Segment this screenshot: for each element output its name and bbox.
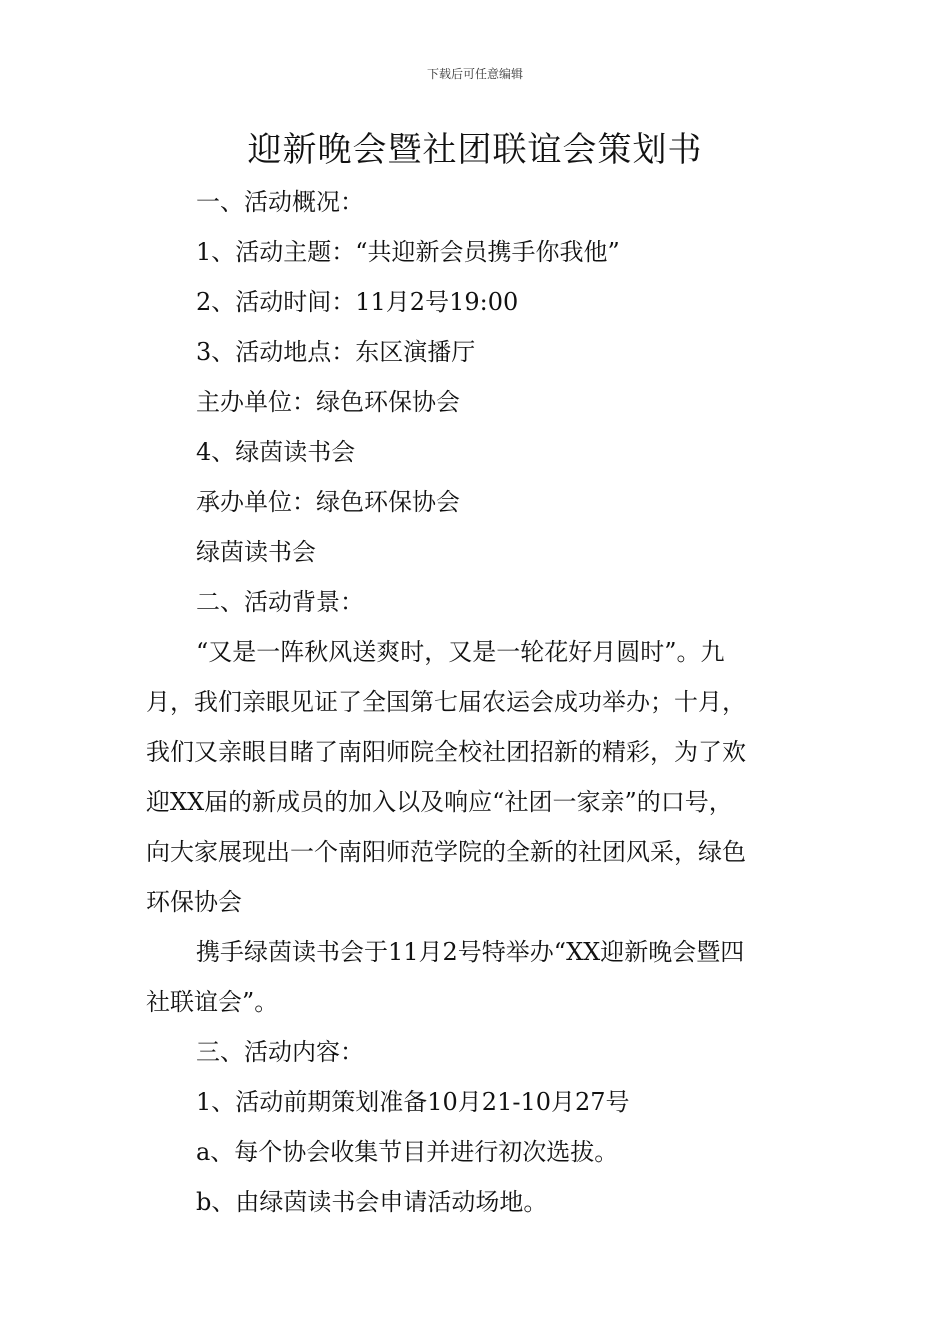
background-paragraph-2-line: 携手绿茵读书会于11月2号特举办“XX迎新晚会暨四 [196, 938, 745, 966]
content-item-1-line: 1、活动前期策划准备10月21-10月27号 [196, 1088, 630, 1116]
document-body [146, 177, 806, 1227]
document-title: 迎新晚会暨社团联谊会策划书 [247, 130, 703, 170]
section-heading-overview: 一、活动概况： [196, 188, 364, 216]
content-item-a-line: a、每个协会收集节目并进行初次选拔。 [196, 1138, 619, 1166]
background-paragraph-1-line: 向大家展现出一个南阳师范学院的全新的社团风采，绿色 [146, 838, 746, 866]
activity-time-line: 2、活动时间：11月2号19:00 [196, 288, 519, 316]
organizer-line: 主办单位：绿色环保协会 [196, 388, 460, 416]
section-heading-background: 二、活动背景： [196, 588, 364, 616]
co-organizer-name-line: 绿茵读书会 [196, 538, 316, 566]
activity-location-line: 3、活动地点：东区演播厅 [196, 338, 476, 366]
background-paragraph-1-line: 迎XX届的新成员的加入以及响应“社团一家亲”的口号， [146, 788, 733, 816]
background-paragraph-1-line: “又是一阵秋风送爽时，又是一轮花好月圆时”。九 [196, 638, 725, 666]
page-header-note: 下载后可任意编辑 [426, 67, 523, 81]
content-item-b-line: b、由绿茵读书会申请活动场地。 [196, 1188, 548, 1216]
background-paragraph-1-line: 环保协会 [146, 888, 242, 916]
background-paragraph-2-line: 社联谊会”。 [146, 988, 279, 1016]
background-paragraph-1-line: 月，我们亲眼见证了全国第七届农运会成功举办；十月， [146, 688, 746, 716]
item-4-line: 4、绿茵读书会 [196, 438, 356, 466]
background-paragraph-1-line: 我们又亲眼目睹了南阳师院全校社团招新的精彩，为了欢 [146, 738, 746, 766]
activity-theme-line: 1、活动主题：“共迎新会员携手你我他” [196, 238, 620, 266]
section-heading-content: 三、活动内容： [196, 1038, 364, 1066]
co-organizer-line: 承办单位：绿色环保协会 [196, 488, 460, 516]
